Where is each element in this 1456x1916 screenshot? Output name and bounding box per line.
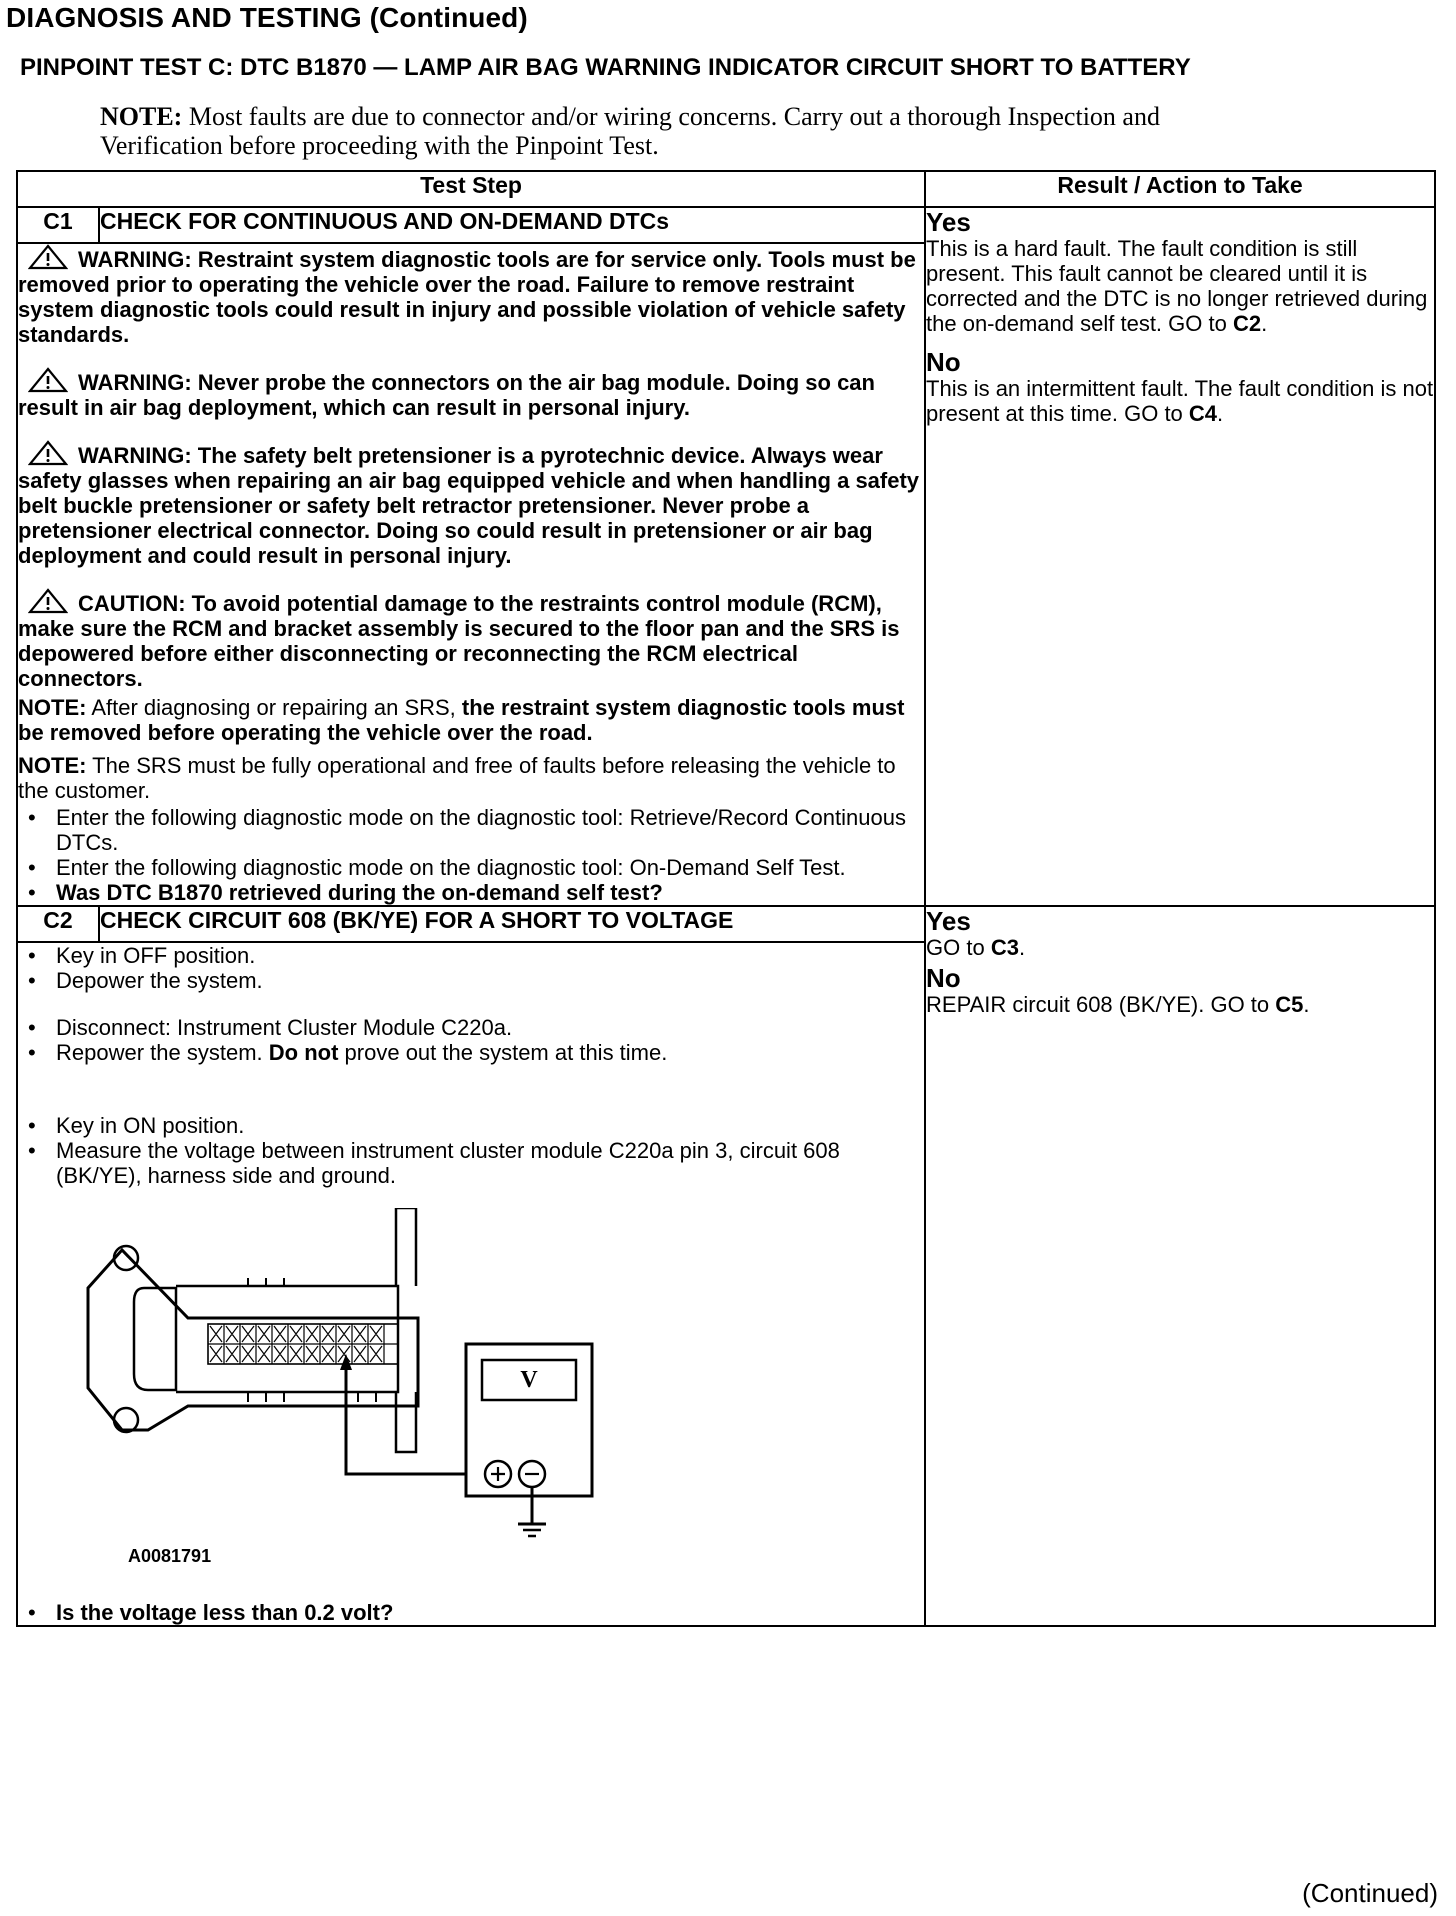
yes-label: Yes	[926, 906, 971, 936]
step-text: prove out the system at this time.	[344, 1040, 668, 1065]
step-c1-result	[925, 207, 1435, 906]
step-c1-id: C1	[17, 207, 99, 243]
warning-triangle-icon	[28, 244, 68, 270]
step-c1-body	[17, 243, 925, 906]
warning-pretensioner-text: WARNING: The safety belt pretensioner is a pyrotechnic device. Always wear safety glasses when repairing an air bag equipped vehicle and when handling a safety belt buckle pretensioner or safety belt retractor pretensioner. Never probe a pretensioner electrical connector. Doing so could result in pretensioner or air bag deployment and could result in personal injury.	[18, 443, 920, 568]
warning-triangle-icon	[28, 440, 68, 466]
intro-note-text: Most faults are due to connector and/or wiring concerns. Carry out a thorough Inspection and Verification before proceeding with the Pinpoint Test.	[100, 102, 1160, 160]
intro-note-label: NOTE:	[100, 102, 183, 131]
note-label: NOTE:	[18, 753, 87, 778]
yes-label: Yes	[926, 207, 971, 237]
continued-label: (Continued)	[1302, 1878, 1438, 1908]
caution-rcm	[18, 588, 924, 691]
yes-goto-link[interactable]: C2	[1232, 311, 1262, 336]
step-c1-yes: Yes This is a hard fault. The fault condition is still present. This fault cannot be cleared until it is corrected and the DTC is no longer retrieved during the on-demand self test. GO to C2.	[926, 208, 1434, 336]
step-c2-no: No REPAIR circuit 608 (BK/YE). GO to C5.	[926, 964, 1434, 1017]
step-c1-title-row	[17, 207, 1435, 243]
voltmeter-symbol-label: V	[520, 1367, 538, 1393]
warning-tools-text: WARNING: Restraint system diagnostic tools are for service only. Tools must be removed prior to operating the vehicle over the road. Failure to remove restraint system diagnostic tools could result in injury and possible violation of vehicle safety standards.	[18, 247, 916, 347]
table-header-row	[17, 171, 1435, 207]
step-c2-id: C2	[17, 906, 99, 942]
warning-probe-text: WARNING: Never probe the connectors on the air bag module. Doing so can result in air bag deployment, which can result in personal injury.	[18, 370, 875, 420]
intro-note	[100, 102, 1280, 160]
note-label: NOTE:	[18, 695, 87, 720]
list-item: • Key in OFF position.	[18, 943, 924, 968]
caution-rcm-text: CAUTION: To avoid potential damage to the restraints control module (RCM), make sure the RCM and bracket assembly is secured to the floor pan and the SRS is depowered before either disconnecting or reconnecting the RCM electrical connectors.	[18, 591, 900, 691]
list-item: • Measure the voltage between instrument cluster module C220a pin 3, circuit 608 (BK/YE), harness side and ground.	[18, 1138, 924, 1188]
warning-probe	[18, 367, 924, 420]
yes-text: GO to	[926, 935, 985, 960]
step-c2-title-row	[17, 906, 1435, 942]
step-c2-result	[925, 906, 1435, 1626]
list-item	[18, 1040, 924, 1065]
figure-id: A0081791	[128, 1546, 212, 1566]
step-c2-instructions-a	[18, 943, 924, 993]
list-item: • Enter the following diagnostic mode on the diagnostic tool: On-Demand Self Test.	[18, 855, 924, 880]
step-c1-no: No This is an intermittent fault. The fault condition is not present at this time. GO to C4.	[926, 347, 1434, 426]
warning-tools	[18, 244, 924, 347]
warning-pretensioner	[18, 440, 924, 568]
list-item: • Disconnect: Instrument Cluster Module C220a.	[18, 1015, 924, 1040]
yes-goto-link[interactable]: C3	[990, 935, 1019, 960]
col-header-test-step: Test Step	[17, 171, 925, 207]
no-text: This is an intermittent fault. The fault condition is not present at this time. GO to	[926, 376, 1434, 426]
connector-voltmeter-diagram	[58, 1208, 618, 1568]
pinpoint-test-title: PINPOINT TEST C: DTC B1870 — LAMP AIR BAG WARNING INDICATOR CIRCUIT SHORT TO BATTERY	[20, 54, 1191, 81]
step-c2-instructions-d	[18, 1600, 924, 1625]
step-c2-question: Is the voltage less than 0.2 volt?	[56, 1600, 394, 1625]
col-header-result: Result / Action to Take	[925, 171, 1435, 207]
ground-symbol	[518, 1524, 546, 1536]
note-srs-operational	[18, 753, 924, 803]
note-bold-text: the restraint system diagnostic tools must be removed before operating the vehicle over the road.	[18, 695, 905, 745]
no-label: No	[926, 347, 961, 377]
caution-triangle-icon	[28, 588, 68, 614]
list-item: • Depower the system.	[18, 968, 924, 993]
no-goto-link[interactable]: C4	[1188, 401, 1218, 426]
warning-triangle-icon	[28, 367, 68, 393]
pinpoint-test-table	[16, 170, 1436, 1627]
page-title: DIAGNOSIS AND TESTING (Continued)	[6, 2, 528, 33]
note-text: The SRS must be fully operational and free of faults before releasing the vehicle to the customer.	[18, 753, 896, 803]
step-c1-instructions	[18, 805, 924, 905]
no-text: REPAIR circuit 608 (BK/YE). GO to	[926, 992, 1270, 1017]
yes-text: This is a hard fault. The fault condition is still present. This fault cannot be cleared until it is corrected and the DTC is no longer retrieved during the on-demand self test. GO to	[926, 236, 1428, 336]
step-c2-instructions-c	[18, 1113, 924, 1188]
note-text: After diagnosing or repairing an SRS,	[91, 695, 456, 720]
no-goto-link[interactable]: C5	[1275, 992, 1304, 1017]
list-item: • Enter the following diagnostic mode on the diagnostic tool: Retrieve/Record Continuous DTCs.	[18, 805, 924, 855]
step-c2-body	[17, 942, 925, 1626]
step-c1-title: CHECK FOR CONTINUOUS AND ON-DEMAND DTCs	[99, 207, 925, 243]
step-c2-yes: Yes GO to C3.	[926, 907, 1434, 960]
no-label: No	[926, 963, 961, 993]
list-item	[18, 1600, 924, 1625]
step-bold-text: Do not	[268, 1040, 339, 1065]
list-item	[18, 880, 924, 905]
list-item: • Key in ON position.	[18, 1113, 924, 1138]
step-c2-title: CHECK CIRCUIT 608 (BK/YE) FOR A SHORT TO VOLTAGE	[99, 906, 925, 942]
step-c1-question: Was DTC B1870 retrieved during the on-demand self test?	[56, 880, 663, 905]
step-text: Repower the system.	[56, 1040, 263, 1065]
step-c2-instructions-b	[18, 1015, 924, 1065]
note-remove-tools	[18, 695, 924, 745]
